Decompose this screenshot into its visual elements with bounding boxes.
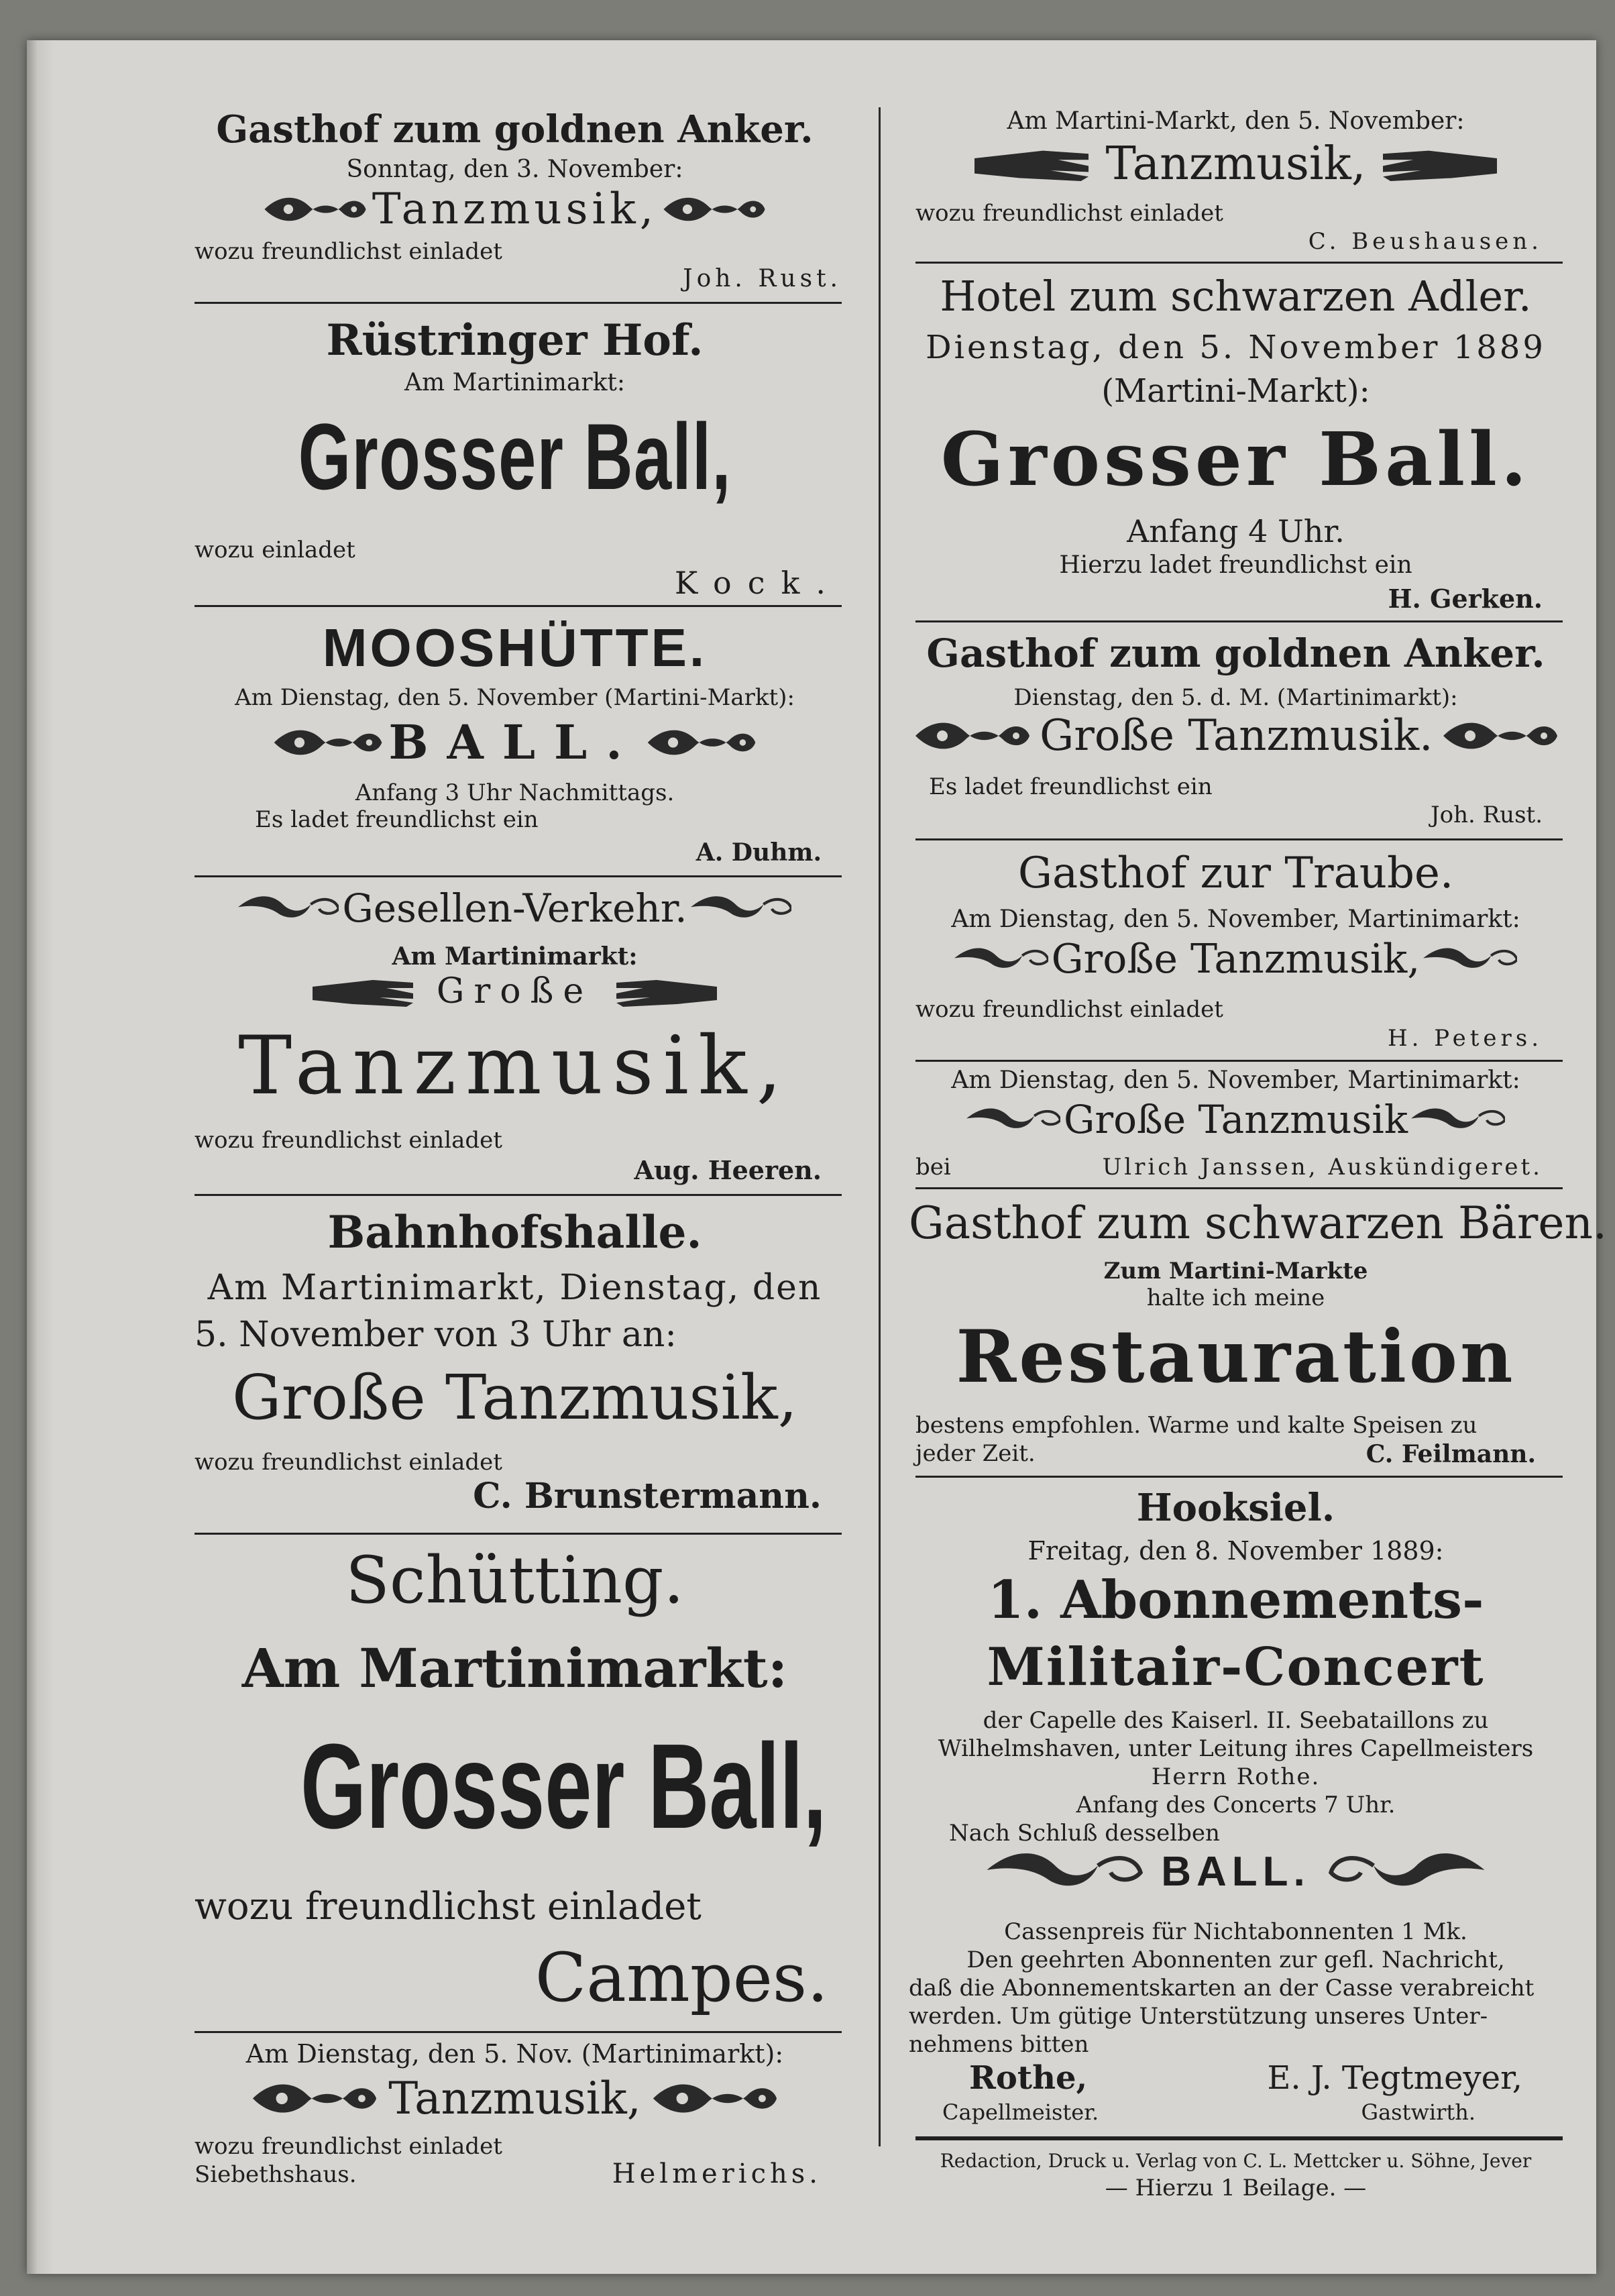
ad-headline: Tanzmusik, [238, 1020, 791, 1113]
separator-rule [194, 1194, 842, 1196]
ad-headline-row [909, 1097, 1563, 1147]
ad-text: bestens empfohlen. Warme und kalte Speisen zu [915, 1412, 1478, 1439]
ad-text: Den geehrten Abonnenten zur gefl. Nachricht, [966, 1947, 1505, 1973]
ornament-icon [645, 722, 759, 763]
flourish-icon [238, 890, 339, 927]
ad-headline: Grosser Ball, [300, 1719, 827, 1854]
flourish-icon [954, 941, 1048, 978]
page-edge [27, 40, 54, 2274]
pointing-hand-icon [616, 973, 717, 1010]
ad-headline-row [188, 402, 842, 509]
ad-signer: Helmerichs. [612, 2158, 822, 2189]
flourish-icon [691, 890, 791, 927]
supplement-note: — Hierzu 1 Beilage. — [1105, 2175, 1367, 2201]
ad-invite: wozu einladet [194, 537, 355, 563]
ad-invite: Es ladet freundlichst ein [929, 773, 1213, 800]
ad-date: Dienstag, den 5. November 1889 [926, 329, 1546, 366]
pointing-hand-icon [313, 973, 413, 1010]
ad-headline-row [909, 711, 1563, 765]
ad-headline: Grosser Ball, [298, 404, 732, 509]
ad-word-row [188, 971, 842, 1018]
ad-title: Hotel zum schwarzen Adler. [940, 272, 1532, 321]
ad-signer: Ulrich Janssen, Auskündigeret. [1102, 1154, 1543, 1181]
ad-headline-row [188, 2073, 842, 2126]
ad-date: Am Martini-Markt, den 5. November: [1007, 107, 1465, 135]
ornament-icon [661, 189, 768, 229]
ad-title: Gasthof zum goldnen Anker. [216, 107, 814, 152]
column-divider [879, 107, 881, 2146]
ad-signer: Aug. Heeren. [634, 1155, 822, 1185]
ad-date: Am Dienstag, den 5. November, Martinimarkt: [951, 1067, 1520, 1094]
ad-invite: wozu freundlichst einladet [194, 238, 502, 265]
ad-title: Schütting. [345, 1543, 684, 1618]
ad-headline: Militair-Concert [987, 1637, 1485, 1698]
ad-invite: wozu freundlichst einladet [194, 1449, 502, 1476]
ad-signer: H. Peters. [1387, 1025, 1543, 1052]
ad-line: Zum Martini-Markte [1103, 1258, 1368, 1284]
ad-headline: BALL. [388, 714, 641, 770]
ad-title: Bahnhofshalle. [327, 1206, 702, 1258]
separator-rule [194, 1533, 842, 1535]
ornament-icon [262, 189, 369, 229]
ad-line: halte ich meine [1146, 1284, 1325, 1311]
ad-invite: wozu freundlichst einladet [915, 996, 1223, 1023]
pointing-hand-icon [974, 142, 1089, 186]
imprint: Redaction, Druck u. Verlag von C. L. Mettcker u. Söhne, Jever [940, 2150, 1532, 2172]
separator-rule [194, 302, 842, 304]
ad-headline: Tanzmusik, [1105, 138, 1366, 190]
ad-headline: Große Tanzmusik [1064, 1097, 1408, 1142]
ad-text: daß die Abonnementskarten an der Casse verabreicht [909, 1975, 1535, 2002]
ad-headline: Große Tanzmusik, [1051, 936, 1421, 983]
ornament-icon [645, 2077, 785, 2120]
ornament-icon [1437, 716, 1564, 756]
ad-title: Gasthof zur Traube. [1017, 849, 1454, 898]
ad-headline: Große Tanzmusik, [232, 1362, 797, 1433]
ad-title-row [188, 885, 842, 939]
ad-signer: Kock. [674, 565, 842, 601]
ad-text: werden. Um gütige Unterstützung unseres Unter- [909, 2003, 1488, 2030]
ad-headline: Große Tanzmusik. [1040, 711, 1433, 761]
ad-date: Am Martinimarkt: [404, 369, 625, 396]
flourish-icon [1327, 1849, 1488, 1896]
ad-signer: E. J. Tegtmeyer, [1267, 2059, 1522, 2097]
ad-text: Wilhelmshaven, unter Leitung ihres Capellmeisters [938, 1735, 1534, 1762]
ad-headline-row [188, 1717, 842, 1854]
flourish-icon [983, 1849, 1144, 1896]
separator-rule [915, 2136, 1563, 2140]
ad-headline: 1. Abonnements- [987, 1570, 1484, 1631]
ad-time: Anfang 3 Uhr Nachmittags. [355, 779, 675, 806]
ad-invite: wozu freundlichst einladet [915, 200, 1223, 227]
ad-date: Sonntag, den 3. November: [346, 156, 683, 183]
ad-date: Am Martinimarkt: [392, 942, 638, 971]
ad-text: Cassenpreis für Nichtabonnenten 1 Mk. [1004, 1918, 1467, 1945]
ad-headline-row [909, 936, 1563, 989]
separator-rule [915, 1476, 1563, 1478]
flourish-icon [1423, 941, 1517, 978]
ad-date: Freitag, den 8. November 1889: [1027, 1536, 1444, 1566]
ad-text: Herrn Rothe. [1151, 1763, 1321, 1790]
ad-date: Dienstag, den 5. d. M. (Martinimarkt): [1013, 684, 1458, 711]
ad-line: Am Martinimarkt, Dienstag, den [207, 1268, 822, 1308]
ad-title: Gasthof zum goldnen Anker. [926, 631, 1545, 676]
ornament-icon [271, 722, 385, 763]
ad-word: Große [436, 971, 594, 1012]
ad-invite: wozu freundlichst einladet [194, 2133, 502, 2160]
ad-sub: (Martini-Markt): [1101, 372, 1370, 410]
ad-text: Nach Schluß desselben [949, 1820, 1220, 1847]
ad-headline-row [909, 138, 1563, 191]
pointing-hand-icon [1383, 142, 1497, 186]
ad-signer: C. Brunstermann. [473, 1476, 822, 1517]
ad-signer: Joh. Rust. [1430, 802, 1543, 828]
ad-invite: wozu freundlichst einladet [194, 1885, 702, 1928]
ad-place: Siebethshaus. [194, 2161, 357, 2188]
separator-rule [194, 605, 842, 607]
ad-signer: H. Gerken. [1388, 584, 1543, 614]
ad-text: der Capelle des Kaiserl. II. Seebataillons zu [983, 1707, 1489, 1734]
ad-signer: Joh. Rust. [683, 265, 842, 292]
ad-text: Anfang des Concerts 7 Uhr. [1076, 1792, 1396, 1818]
ad-signer-role: Capellmeister. [942, 2099, 1099, 2125]
separator-rule [915, 262, 1563, 264]
separator-rule [915, 620, 1563, 622]
ad-date: Am Martinimarkt: [241, 1637, 788, 1700]
ad-headline: Tanzmusik, [388, 2073, 641, 2124]
ad-date: Am Dienstag, den 5. November, Martinimarkt: [951, 906, 1520, 933]
ornament-icon [244, 2077, 385, 2120]
ad-title: Hooksiel. [1136, 1486, 1335, 1530]
separator-rule [194, 875, 842, 877]
ad-signer: A. Duhm. [695, 838, 822, 867]
ad-signer: C. Beushausen. [1308, 228, 1543, 255]
ad-text: jeder Zeit. [915, 1440, 1036, 1467]
ad-headline-row [188, 714, 842, 768]
ad-signer: C. Feilmann. [1366, 1440, 1536, 1468]
ad-headline: Grosser Ball. [940, 416, 1531, 502]
ad-headline: Restauration [956, 1315, 1516, 1399]
ad-title: MOOSHÜTTE. [322, 618, 708, 677]
ad-invite: Hierzu ladet freundlichst ein [1059, 551, 1412, 579]
ad-headline-row [188, 184, 842, 234]
ad-text: nehmens bitten [909, 2031, 1089, 2058]
flourish-icon [966, 1101, 1060, 1138]
ad-date: Am Dienstag, den 5. November (Martini-Markt): [235, 684, 795, 711]
separator-rule [915, 1187, 1563, 1189]
ad-signer-role: Gastwirth. [1361, 2099, 1475, 2125]
ad-date: Am Dienstag, den 5. Nov. (Martinimarkt): [245, 2039, 784, 2069]
separator-rule [194, 2031, 842, 2033]
ad-signer: Rothe, [969, 2059, 1088, 2097]
ad-title: Gasthof zum schwarzen Bären. [909, 1197, 1607, 1249]
ornament-icon [909, 716, 1036, 756]
ad-title: Rüstringer Hof. [326, 315, 704, 366]
ad-time: Anfang 4 Uhr. [1127, 513, 1345, 549]
ad-line: 5. November von 3 Uhr an: [194, 1315, 677, 1355]
flourish-icon [1411, 1101, 1505, 1138]
ad-title: Gesellen-Verkehr. [342, 885, 687, 931]
separator-rule [915, 838, 1563, 840]
ad-ball-row [909, 1848, 1563, 1908]
ad-signer: Campes. [535, 1938, 828, 2017]
ad-headline: Tanzmusik, [372, 184, 658, 234]
ad-ball: BALL. [1161, 1849, 1311, 1895]
ad-invite: wozu freundlichst einladet [194, 1127, 502, 1154]
ad-pre: bei [915, 1154, 951, 1181]
ad-invite: Es ladet freundlichst ein [255, 806, 539, 833]
separator-rule [915, 1060, 1563, 1062]
